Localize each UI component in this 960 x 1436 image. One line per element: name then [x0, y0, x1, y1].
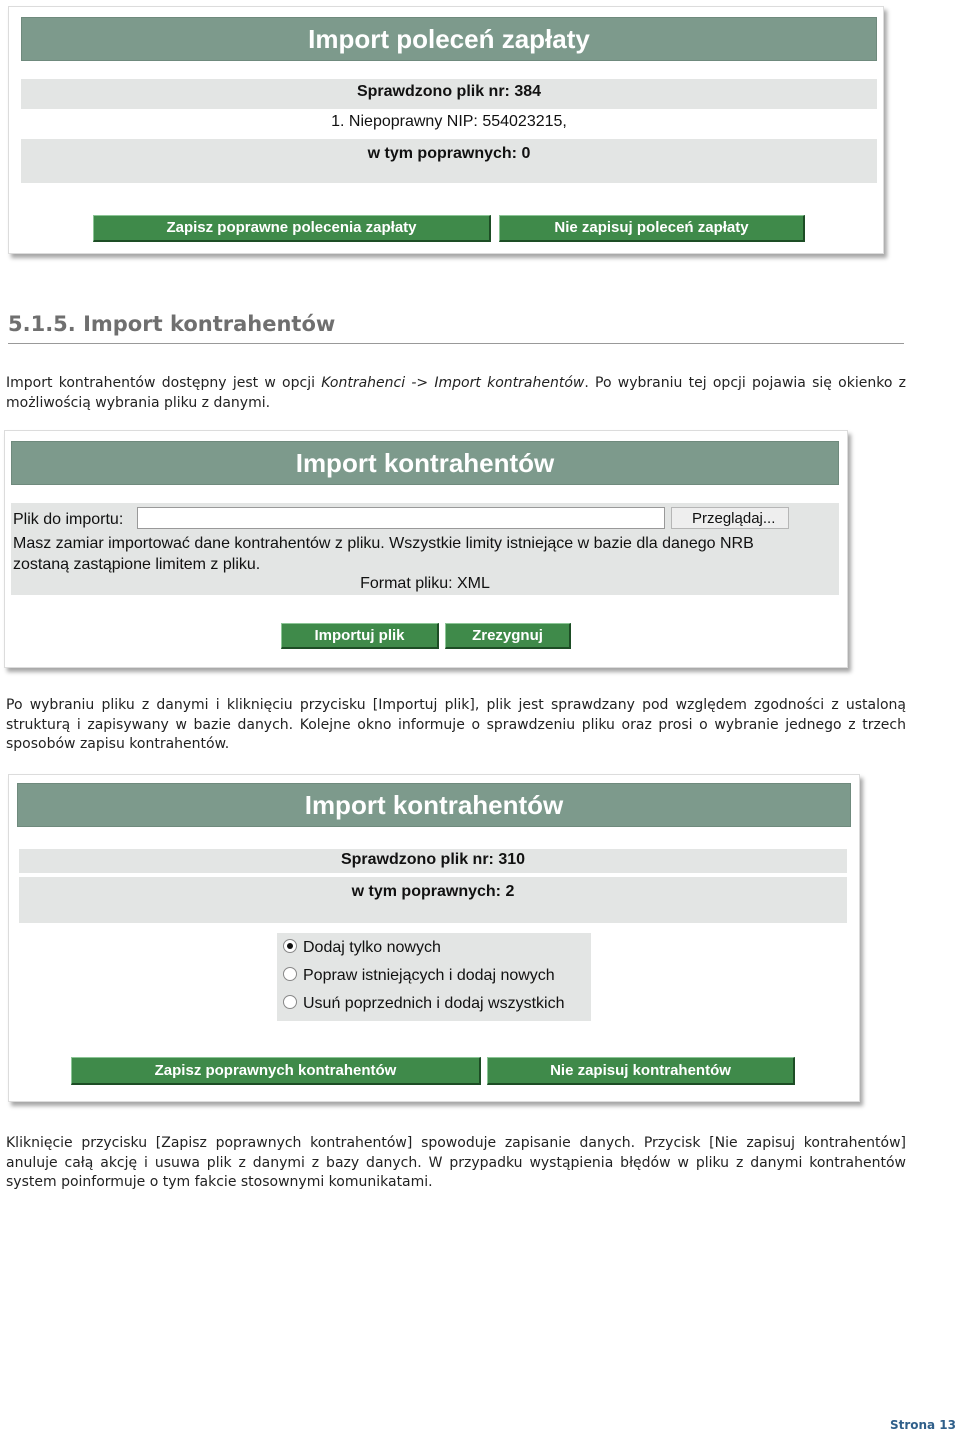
intro-text-a: Import kontrahentów dostępny jest w opcji [6, 375, 322, 391]
option-update-and-add[interactable] [283, 967, 555, 985]
discard-payment-orders-button[interactable]: Nie zapisuj poleceń zapłaty [499, 215, 805, 242]
radio-icon[interactable] [283, 995, 297, 1009]
section-heading: 5.1.5. Import kontrahentów [8, 312, 904, 344]
discard-contractors-button[interactable]: Nie zapisuj kontrahentów [487, 1057, 795, 1085]
option-add-new-only[interactable] [283, 939, 441, 957]
browse-button-label: Przeglądaj... [692, 510, 776, 527]
checked-file-text: Sprawdzono plik nr: 384 [356, 83, 542, 100]
intro-paragraph [6, 374, 906, 413]
browse-button[interactable] [671, 507, 789, 529]
window-title: Import kontrahentów [11, 441, 839, 485]
import-form-panel [11, 503, 839, 595]
option-label: Popraw istniejących i dodaj nowych [303, 967, 555, 984]
radio-selected-icon[interactable] [283, 939, 297, 953]
screenshot-import-polecen [8, 6, 884, 254]
screenshot-import-kontrahentow-options [8, 774, 860, 1102]
radio-icon[interactable] [283, 967, 297, 981]
save-mode-options [277, 933, 591, 1021]
import-warning: Masz zamiar importować dane kontrahentów z pliku. Wszystkie limity istniejące w bazie dla danego NRB zostaną zastąpione limitem z pliku. [13, 535, 754, 573]
option-replace-all[interactable] [283, 995, 564, 1013]
valid-count-text: w tym poprawnych: 2 [351, 883, 515, 900]
valid-count-panel [21, 139, 877, 183]
checked-file-text: Sprawdzono plik nr: 310 [340, 851, 526, 868]
save-contractors-button[interactable]: Zapisz poprawnych kontrahentów [71, 1057, 481, 1085]
checked-file-panel [21, 79, 877, 109]
checked-file-panel [19, 849, 847, 873]
closing-paragraph: Kliknięcie przycisku [Zapisz poprawnych kontrahentów] spowoduje zapisanie danych. Przycisk [Nie zapisuj kontrahentów] anuluje całą akcję i usuwa plik z danymi z bazy danych. W przypadku wystąpienia błędów w pliku z danymi kontrahentów system poinformuje o tym fakcie stosownymi komunikatami. [6, 1135, 906, 1190]
screenshot-import-kontrahentow-file [4, 430, 848, 668]
import-file-button[interactable]: Importuj plik [281, 623, 439, 649]
page-number: Strona 13 [889, 1418, 956, 1432]
intro-menu-path: Kontrahenci -> Import kontrahentów [321, 375, 585, 391]
option-label: Dodaj tylko nowych [303, 939, 441, 956]
valid-count-panel [19, 877, 847, 923]
file-path-input[interactable] [137, 507, 665, 529]
file-format: Format pliku: XML [360, 575, 490, 592]
valid-count-text: w tym poprawnych: 0 [367, 145, 531, 162]
file-label: Plik do importu: [13, 511, 124, 528]
window-title: Import poleceń zapłaty [21, 17, 877, 61]
intro-text-b: . Po wybraniu tej opcji pojawia się okienko z możliwością wybrania pliku z danymi. [6, 375, 906, 411]
error-line: 1. Niepoprawny NIP: 554023215, [331, 113, 567, 130]
save-payment-orders-button[interactable]: Zapisz poprawne polecenia zapłaty [93, 215, 491, 242]
cancel-button[interactable]: Zrezygnuj [445, 623, 571, 649]
option-label: Usuń poprzednich i dodaj wszystkich [303, 995, 565, 1012]
description-paragraph: Po wybraniu pliku z danymi i kliknięciu przycisku [Importuj plik], plik jest sprawdzany pod względem zgodności z ustaloną strukturą i zapisywany w bazie danych. Kolejne okno informuje o sprawdzeniu pliku oraz prosi o wybranie jednego z trzech sposobów zapisu kontrahentów. [6, 697, 906, 752]
window-title: Import kontrahentów [17, 783, 851, 827]
